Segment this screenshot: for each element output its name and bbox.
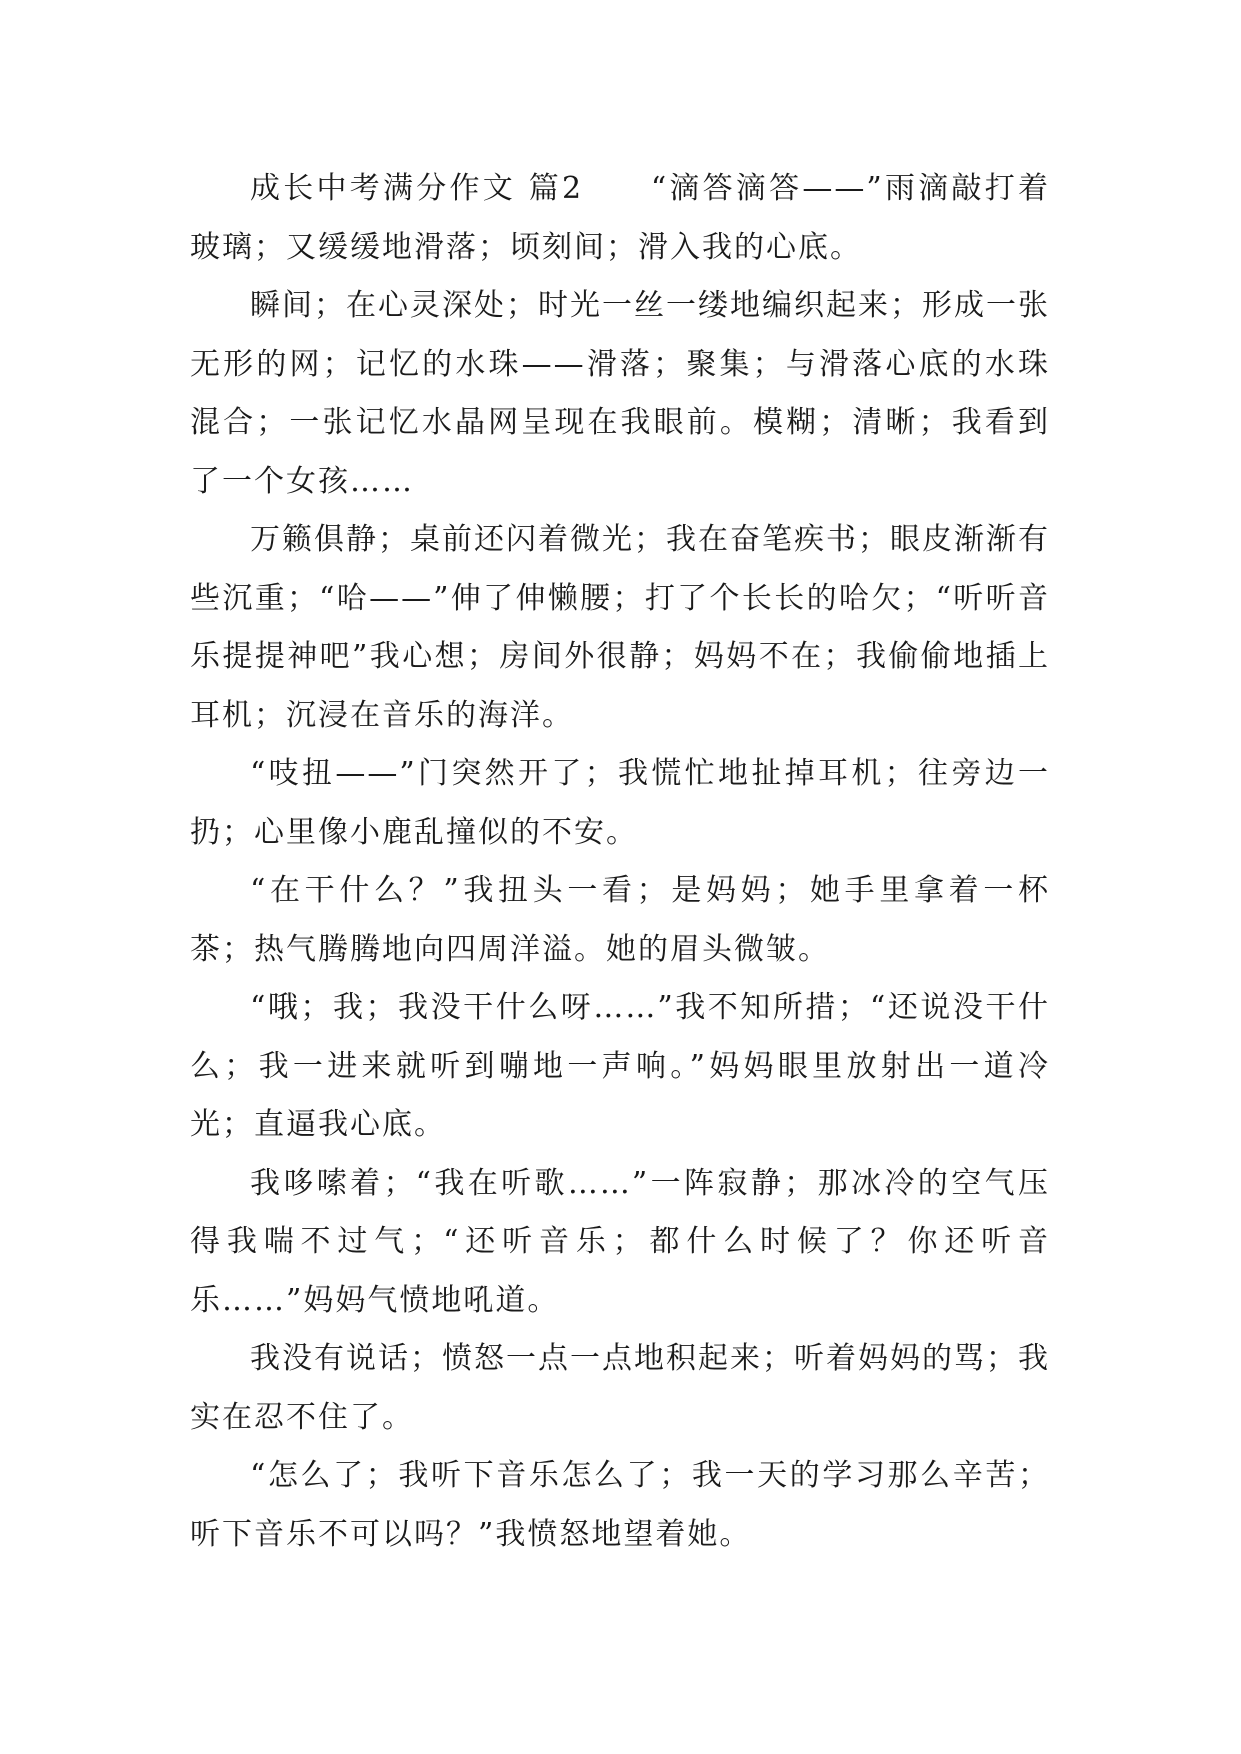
- paragraph-8: 我没有说话；愤怒一点一点地积起来；听着妈妈的骂；我实在忍不住了。: [190, 1341, 1050, 1435]
- document-body: [190, 160, 1050, 1564]
- paragraph-2: 瞬间；在心灵深处；时光一丝一缕地编织起来；形成一张无形的网；记忆的水珠——滑落；聚集；与滑落心底的水珠混合；一张记忆水晶网呈现在我眼前。模糊；清晰；我看到了一个女孩……: [190, 288, 1050, 499]
- paragraph-4: “吱扭——”门突然开了；我慌忙地扯掉耳机；往旁边一扔；心里像小鹿乱撞似的不安。: [190, 756, 1050, 850]
- paragraph-9: “怎么了；我听下音乐怎么了；我一天的学习那么辛苦；听下音乐不可以吗？”我愤怒地望着她。: [190, 1458, 1050, 1552]
- paragraph-7: 我哆嗦着；“我在听歌……”一阵寂静；那冰冷的空气压得我喘不过气；“还听音乐；都什么时候了？你还听音乐……”妈妈气愤地吼道。: [190, 1165, 1050, 1318]
- paragraph-1: 成长中考满分作文 篇2 “滴答滴答——”雨滴敲打着玻璃；又缓缓地滑落；顷刻间；滑入我的心底。: [190, 171, 1050, 265]
- paragraph-5: “在干什么？”我扭头一看；是妈妈；她手里拿着一杯茶；热气腾腾地向四周洋溢。她的眉头微皱。: [190, 873, 1050, 967]
- paragraph-6: “哦；我；我没干什么呀……”我不知所措；“还说没干什么；我一进来就听到嘣地一声响。”妈妈眼里放射出一道冷光；直逼我心底。: [190, 990, 1050, 1142]
- paragraph-3: 万籁俱静；桌前还闪着微光；我在奋笔疾书；眼皮渐渐有些沉重；“哈——”伸了伸懒腰；打了个长长的哈欠；“听听音乐提提神吧”我心想；房间外很静；妈妈不在；我偷偷地插上耳机；沉浸在音乐的海洋。: [190, 522, 1050, 733]
